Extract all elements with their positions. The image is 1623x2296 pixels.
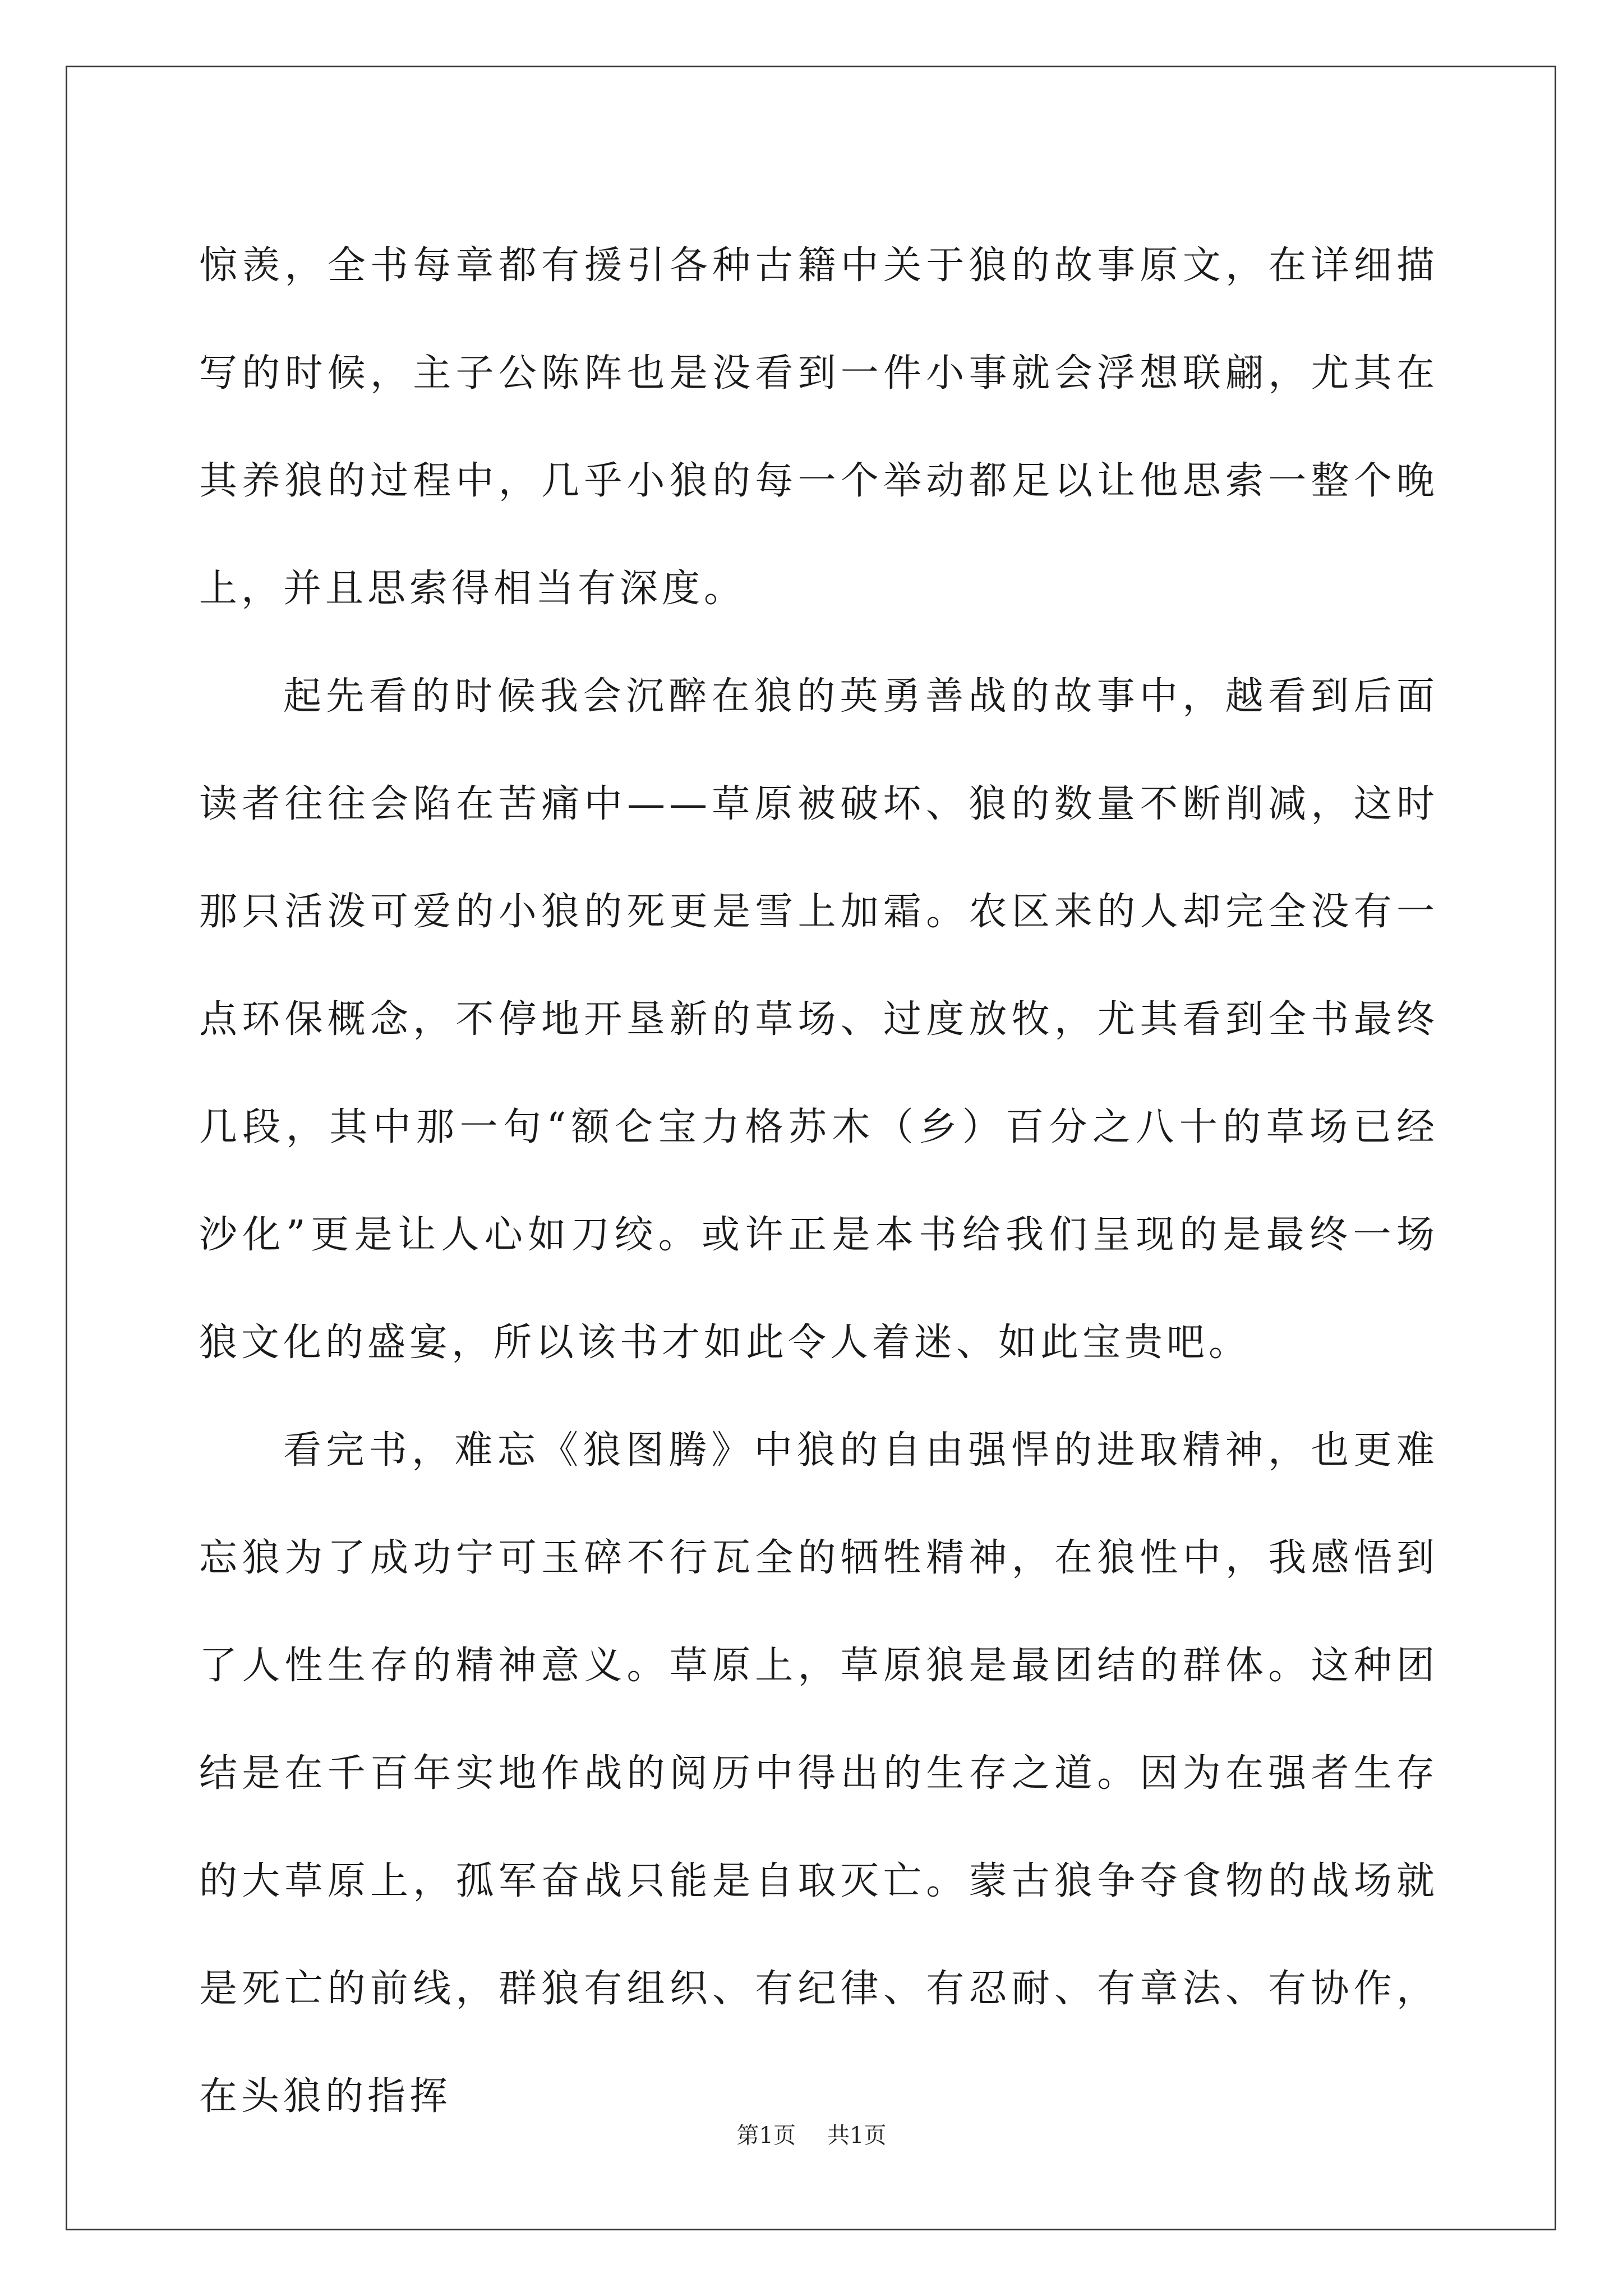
document-body (199, 212, 1438, 2151)
paragraph-3: 看完书，难忘《狼图腾》中狼的自由强悍的进取精神，也更难忘狼为了成功宁可玉碎不行瓦全的牺牲精神，在狼性中，我感悟到了人性生存的精神意义。草原上，草原狼是最团结的群体。这种团结是在千百年实地作战的阅历中得出的生存之道。因为在强者生存的大草原上，孤军奋战只能是自取灭亡。蒙古狼争夺食物的战场就是死亡的前线，群狼有组织、有纪律、有忍耐、有章法、有协作，在头狼的指挥 (199, 1428, 1438, 2119)
total-pages: 共1页 (827, 2123, 887, 2148)
paragraph-1: 惊羡，全书每章都有援引各种古籍中关于狼的故事原文，在详细描写的时候，主子公陈阵也是没看到一件小事就会浮想联翩，尤其在其养狼的过程中，几乎小狼的每一个举动都足以让他思索一整个晚上，并且思索得相当有深度。 (199, 243, 1438, 611)
page-footer (0, 2122, 1623, 2150)
page-number: 第1页 (736, 2123, 796, 2148)
paragraph-2: 起先看的时候我会沉醉在狼的英勇善战的故事中，越看到后面读者往往会陷在苦痛中——草原被破坏、狼的数量不断削减，这时那只活泼可爱的小狼的死更是雪上加霜。农区来的人却完全没有一点环保概念，不停地开垦新的草场、过度放牧，尤其看到全书最终几段，其中那一句“额仑宝力格苏木（乡）百分之八十的草场已经沙化”更是让人心如刀绞。或许正是本书给我们呈现的是最终一场狼文化的盛宴，所以该书才如此令人着迷、如此宝贵吧。 (199, 674, 1439, 1365)
